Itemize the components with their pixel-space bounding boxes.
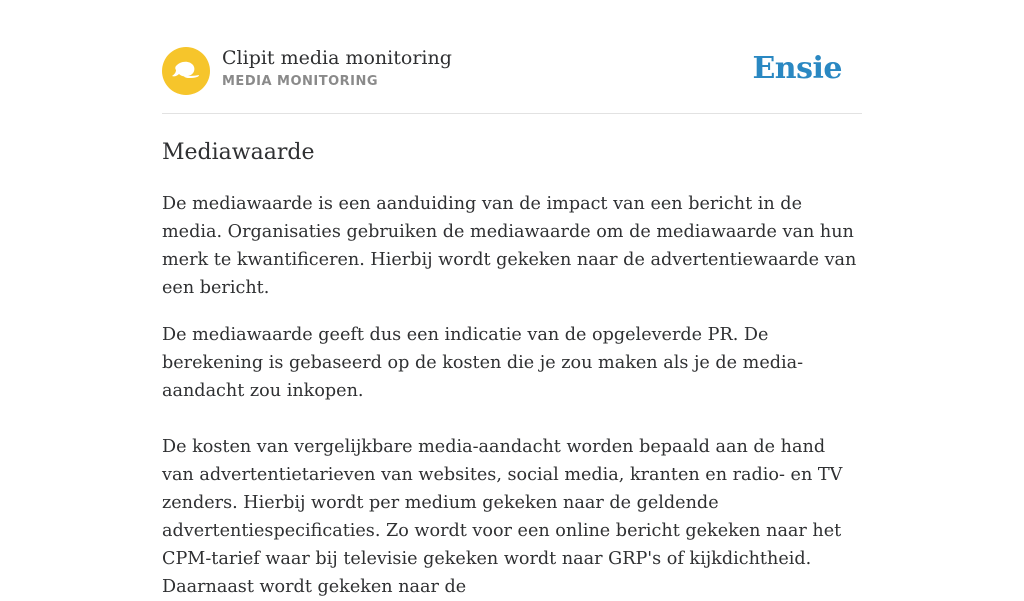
brand-title[interactable]: Clipit media monitoring bbox=[222, 47, 452, 69]
page-title: Mediawaarde bbox=[162, 140, 315, 165]
definition-paragraph: De kosten van vergelijkbare media-aandacht worden bepaald aan de hand van advertentietarieven van websites, social media, kranten en radio- en TV zenders. Hierbij wordt per medium gekeken naar de geldende advertentiespecificaties. Zo wordt voor een online bericht gekeken naar het CPM-tarief waar bij televisie gekeken wordt naar GRP's of kijkdichtheid. Daarnaast wordt gekeken naar de bbox=[162, 437, 843, 597]
brand-subtitle: MEDIA MONITORING bbox=[222, 74, 379, 89]
definition-paragraph: De mediawaarde geeft dus een indicatie van de opgeleverde PR. De berekening is gebaseerd op de kosten die je zou maken als je de media-aandacht zou inkopen. bbox=[162, 325, 804, 401]
ensie-logo[interactable]: Ensie bbox=[752, 51, 842, 86]
header bbox=[162, 40, 862, 114]
author-avatar[interactable] bbox=[162, 47, 210, 95]
definition-paragraph: De mediawaarde is een aanduiding van de impact van een bericht in de media. Organisaties gebruiken de mediawaarde om de mediawaarde van hun merk te kwantificeren. Hierbij wordt gekeken naar de advertentiewaarde van een bericht. bbox=[162, 194, 857, 298]
speech-bubble-icon bbox=[162, 47, 210, 95]
article-content bbox=[162, 137, 862, 601]
